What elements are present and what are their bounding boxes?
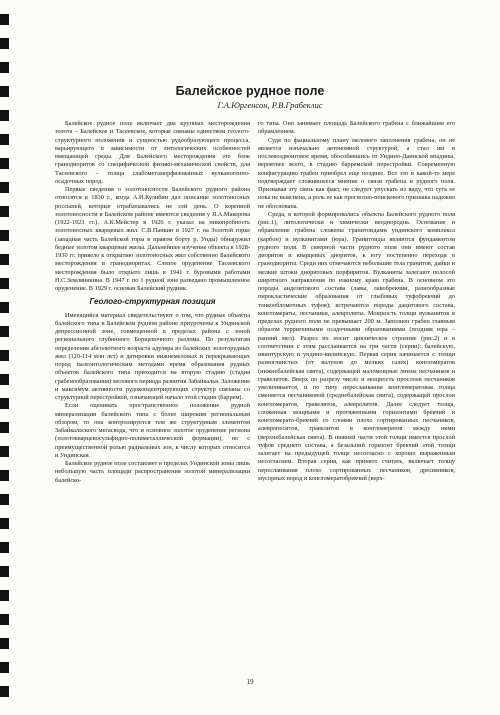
- binding-hole: [0, 62, 9, 73]
- binding-hole: [0, 590, 9, 601]
- binding-hole: [0, 134, 9, 145]
- binding-hole: [0, 662, 9, 673]
- paragraph: Имеющийся материал свидетельствуют о том, что рудные объекты балейского типа в Балейском рудном районе приурочены к Ундинской депрессионной зоне, совмещенной в пределах района с зоной регионального глубинного Борщевочного разлома. По результатам определения абсолютного возраста адуляра из балейских золоторудных жил (120-114 млн лет) и датировки нижнемеловых и перекрывающих пород палеонтологическим методами время образования рудных объектов балейского типа приходится на вторую стадию (стадия грабенообразования) мелового периода развития Забайкалья. Заложение и максимум активности рудоконцентрирующих структур связаны со структурной перестройкой, означающей начало этой стадии (баррем).: [55, 311, 250, 401]
- binding-hole: [0, 158, 9, 169]
- article-authors: Г.А.Юргенсон, Р.В.Грабеклис: [217, 100, 323, 110]
- binding-hole: [0, 254, 9, 265]
- paragraph: Среда, в которой формировались объекты Балейского рудного поля (рис.1), литологически и химически неоднородна. Основание и обрамление грабена сложены гранитоидами ундинского комплекса (карбон) и вулканитами (юра). Гранитоиды являются фундаментом рудного поля. В северной части рудного поля они имеют состав диоритов и кварцевых диоритов, к югу постепенно переходя в гранодиориты. Среди них отмечаются небольшие тела гранитов, дайки и мелкие штоки диоритовых порфиритов. Вулканиты залегают полосой широтного направления по южному краю грабена. В основном это породы андезитового состава (лавы, лавобрекчии, разнообразные пирокластические образования от глыбовых туфобрекчий до тонкообломочных туфов); встречаются породы дацитового состава, конгломераты, песчаники, алевролиты. Мощность толщи вулканитов в пределах рудного поля не превышает 200 м. Заполнен грабен главным образом терригенными осадочными образованиями (поздняя юра – ранний мел). Разрез их носит циклическое строение (рис.2) и в соответствии с этим расслаивается на три части (серии): балейскую, ивинтурскую и ундино-вилинскую. Первая серия начинается с толщи разноглиистых (от валунов до мелких галек) конгломератов (нижнебалейская свита), содержащей маломощные линзы песчаников и гравелитов. Вверх по разрезу число и мощность прослоев песчаников увеличивается, и по типу переслаивания конгломератовая толща сменяется песчаниковой (среднебалейская свита), содержащей прослои конгломератов, гравелитов, алевролитов. Далее следует толща, сложенная мощными и протяженными горизонтами брекчий и конгломерато-брекчий со слоями плохо сортированных песчаников, алевропеситов, гравелитов и конгломератов между ними (верхнебалейская свита). В нижней части этой толщи имеется прослой туфов среднего состава, а безальпий горизонт брекчий этой толщи залегает на предыдущей толще несогласно с хорошо выраженным несогласием. Вторая серия, как принято считать, включает толщу переслаивания плохо сортированных песчаников, дресвяников, мусорных пород и конгломератобрекчий (верх-: [258, 210, 455, 482]
- binding-hole: [0, 398, 9, 409]
- left-column: [55, 120, 250, 485]
- paragraph: Балейское рудное поле включает два крупных месторождения золота – Балейское и Тасеевское, которые связаны единством геолого-структурного положения и сущностью рудообразующего процесса, варьирующего в зависимости от литологических особенностей вмещающей среды. Для Балейского месторождения это блок гранодиоритов со специфической физико-механической свойств, для Тасеевского – толща слабометаморфизованных вулканогенно-осадочных пород.: [55, 120, 250, 185]
- binding-hole: [0, 182, 9, 193]
- binding-hole: [0, 470, 9, 481]
- binding-hole: [0, 494, 9, 505]
- binding-hole: [0, 278, 9, 289]
- binding-hole: [0, 230, 9, 241]
- paragraph: го типа. Оно занимает площадь Балейского грабена с ближайшим его обрамлением.: [258, 120, 455, 136]
- binding-hole: [0, 350, 9, 361]
- binding-hole: [0, 422, 9, 433]
- binding-hole: [0, 446, 9, 457]
- binding-hole: [0, 614, 9, 625]
- binding-hole: [0, 206, 9, 217]
- section-heading: Геолого-структурная позиция: [89, 297, 216, 307]
- article-title: Балейское рудное поле: [175, 84, 325, 98]
- binding-hole: [0, 518, 9, 529]
- binding-hole: [0, 686, 9, 697]
- page-number: 19: [246, 678, 254, 686]
- binding-hole: [0, 14, 9, 25]
- binding-hole: [0, 302, 9, 313]
- binding-hole: [0, 38, 9, 49]
- paragraph: Если оценивать пространственное положение рудной минерализации балейского типа с более широким региональным обзором, то она контролируется тем же структурным элементом Забайкальского мегасвода, что и основное золотое оруденение региона (золотокварцевосульфидно-полиметаллической формации), но с преимущественной ролью радиальных зон, к числу которых относится и Ундинская.: [55, 402, 250, 459]
- binding-hole: [0, 638, 9, 649]
- paragraph: Первые сведения о золотоносности Балейского рудного района относятся к 1830 г., когда А.И.Кулибин дал описание золотоносных россыпей, которые отрабатывались не сей день. О коренной золотоносности в Балейском районе имеются сведения у Я.А.Макерова (1922-1923 гг.). А.К.Мейстер в 1926 г. указал на никопробность золотоносных кварцевых жил. С.В.Панкин в 1927 г. на Золотой горке (западная часть Балейской горы в правом борту р. Унды) обнаружил бедные золотом кварцевые жилы. Дальнейшее изучение объекта в 1928-1930 гг. привело к открытию золотоносных жил собственно Балейского месторождения в гранодиоритах. Слепое оруденение Тасеевского месторождения было открыто лишь в 1941 г. буровыми работами Н.С.Земляникина. В 1947 г. по 1 рудной зоне разведано промышленное оруденение. В 1929 г. основан Балейский рудник.: [55, 186, 250, 292]
- binding-hole: [0, 542, 9, 553]
- paragraph: Судя по фациальному плану мелового заполнения грабена, он не является изначально автономной структурой, а стал им в послевоздвоиговое время, обособившись от Ундино-Даинской впадины, вероятнее всего, в стадию барремской перестройки. Современную конфигурацию грабен приобрел еще позднее. Все это в какой-то мере подтверждает сложившееся мнение о связи грабена и рудного поля. Признавая эту связь как факт, не следует упускать из виду, что суть ее пока не выяснена, а роль ее как прогнозно-поискового признака надежно не обоснована.: [258, 136, 455, 210]
- article-header: [0, 84, 500, 110]
- binding-hole: [0, 110, 9, 121]
- binding-hole: [0, 326, 9, 337]
- right-column: [258, 120, 455, 483]
- binding-hole: [0, 374, 9, 385]
- binding-hole: [0, 566, 9, 577]
- paragraph: Балейское рудное поле составляет в пределах Ундинской зоны лишь небольшую часть площади распространения золотой минерализации балейско-: [55, 460, 250, 484]
